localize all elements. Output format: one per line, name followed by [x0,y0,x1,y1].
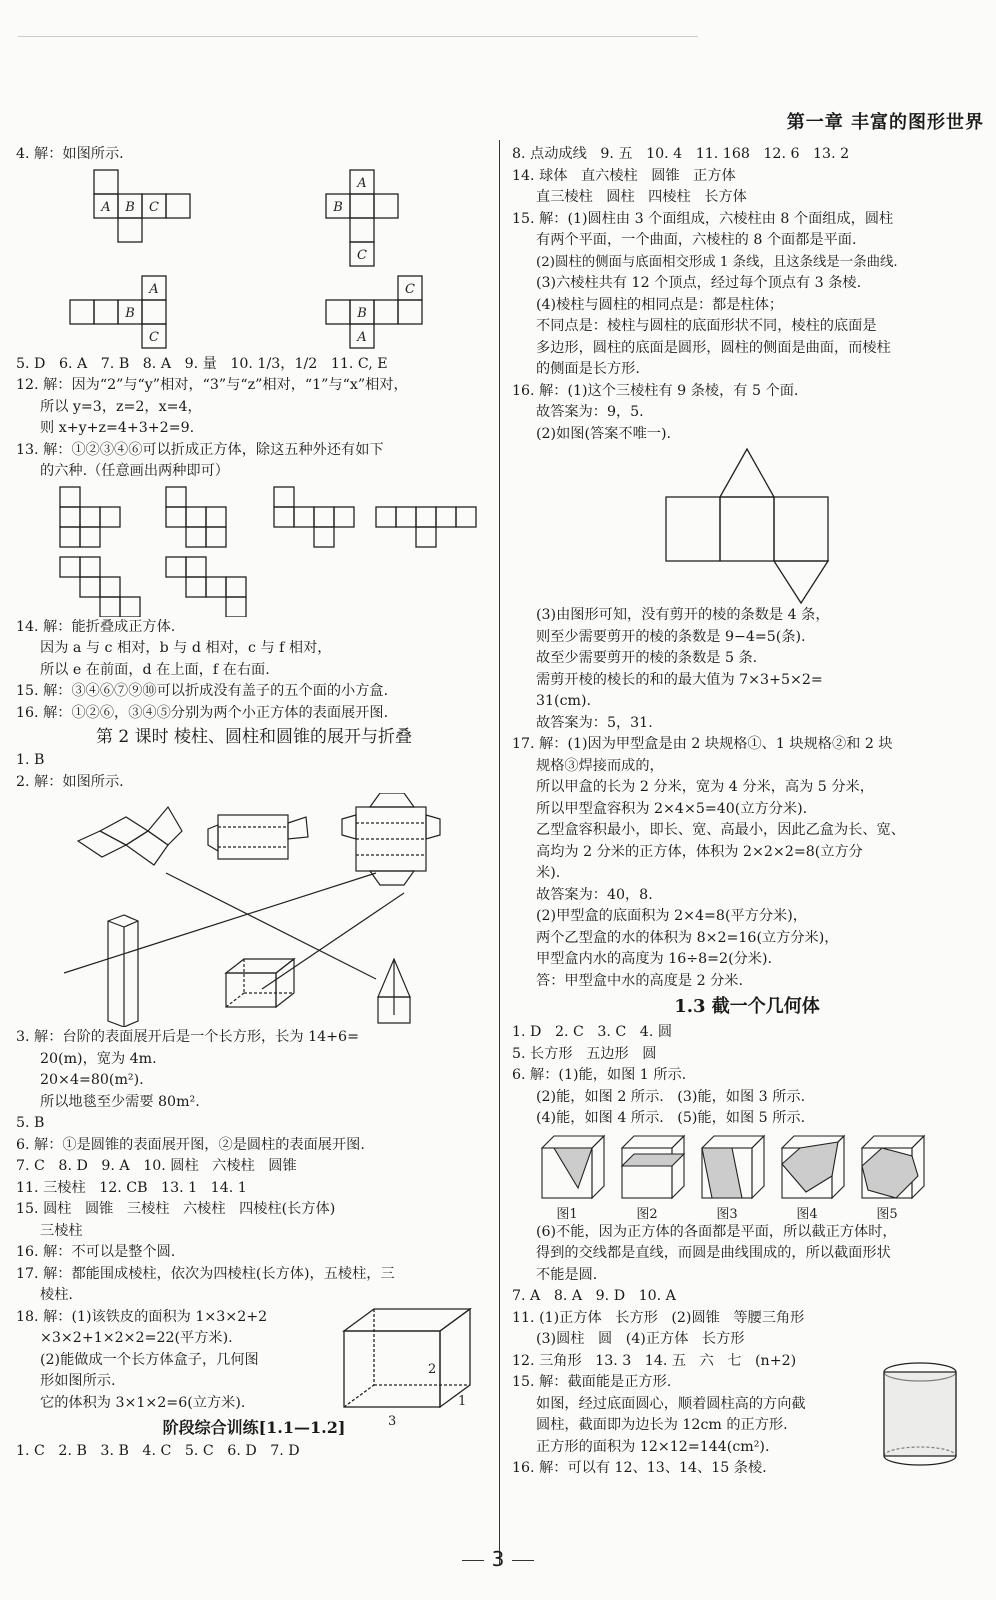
left-column [16,144,492,1462]
answer-line: 13. 解：①②③④⑥可以折成正方体，除这五种外还有如下 [16,441,384,458]
answer-line: 4. 解：如图所示. [16,146,124,162]
answer-line: 棱柱. [40,1287,73,1303]
answer-line: 5. D 6. A 7. B 8. A 9. 量 10. 1/3，1/2 11. C, E [16,355,388,372]
answer-line: 答：甲型盒中水的高度是 2 分米. [536,972,743,989]
answer-line: 2. 解：如图所示. [16,773,124,790]
page-number-text: 3 [491,1547,505,1571]
answer-line: 17. 解：(1)因为甲型盒是由 2 块规格①、1 块规格②和 2 块 [512,736,893,752]
label-c: C [149,329,159,345]
net-solid-matching-figure [16,793,492,1027]
answer-line: 5. B [16,1115,45,1131]
answer-line: 14. 解：能折叠成正方体. [16,618,176,635]
edge-label: 1 [458,1393,467,1409]
answer-line: 16. 解：可以有 12、13、14、15 条棱. [512,1460,767,1476]
answer-line: 20(m)，宽为 4m. [40,1050,157,1067]
prism-net-figure [512,445,982,605]
answer-line: 不同点是：棱柱与圆柱的底面形状不同，棱柱的底面是 [536,318,877,334]
label-c: C [149,199,159,215]
answer-line: 多边形，圆柱的底面是圆形，圆柱的侧面是曲面，而棱柱 [536,339,891,356]
answer-line: 15. 解：截面能是正方形. [512,1374,672,1390]
answer-line: 8. 点动成线 9. 五 10. 4 11. 168 12. 6 13. 2 [512,146,850,162]
answer-line: 因为 a 与 c 相对，b 与 d 相对，c 与 f 相对， [40,640,332,656]
q15-block [512,1372,982,1458]
section-title: 阶段综合训练[1.1—1.2] [162,1417,346,1437]
answer-line: 6. 解：①是圆锥的表面展开图，②是圆柱的表面展开图. [16,1136,365,1153]
answer-line: 的六种.（任意画出两种即可） [40,463,229,479]
label-a: A [357,329,367,345]
answer-line: 20×4=80(m²). [40,1072,144,1088]
page-number [0,1547,996,1571]
answer-line: 31(cm). [536,693,592,709]
answer-line: 所以 y=3，z=2，x=4， [40,398,202,415]
answer-line: (6)不能，因为正方体的各面都是平面，所以截正方体时， [536,1223,897,1240]
answer-line: 米). [536,865,561,881]
answer-line: 如图，经过底面圆心，顺着圆柱高的方向截 [536,1395,806,1412]
answer-line: 12. 三角形 13. 3 14. 五 六 七 (n+2) [512,1352,797,1369]
edge-label: 2 [428,1361,437,1377]
answer-line: 3. 解：台阶的表面展开后是一个长方形，长为 14+6= [16,1029,359,1045]
cube-sections-figure [512,1130,982,1222]
label-c: C [405,281,415,297]
answer-line: 15. 解：③④⑥⑦⑨⑩可以折成没有盖子的五个面的小方盒. [16,683,389,699]
column-divider [499,140,500,1565]
answer-line: 它的体积为 3×1×2=6(立方米). [40,1394,246,1411]
answer-line: (3)六棱柱共有 12 个顶点，经过每个顶点有 3 条棱. [536,275,862,291]
answer-line: (3)由图形可知，没有剪开的棱的条数是 4 条， [536,607,830,623]
answer-line: 1. D 2. C 3. C 4. 圆 [512,1024,673,1040]
answer-line: 14. 球体 直六棱柱 圆锥 正方体 [512,167,736,184]
answer-line: 故答案为：40，8. [536,886,653,903]
cube-nets-figure [16,166,492,354]
answer-line: 甲型盒内水的高度为 16÷8=2(分米). [536,951,773,967]
six-nets-figure [16,483,492,617]
answer-line: 正方形的面积为 12×12=144(cm²). [536,1438,770,1455]
edge-label: 3 [388,1413,397,1429]
answer-line: (4)能，如图 4 所示. (5)能，如图 5 所示. [536,1110,806,1126]
label-b: B [357,305,367,321]
answer-line: (2)能做成一个长方体盒子，几何图 [40,1351,259,1368]
answer-line: 16. 解：不可以是整个圆. [16,1244,176,1260]
answer-line: 高均为 2 分米的正方体，体积为 2×2×2=8(立方分 [536,843,863,860]
answer-line: ×3×2+1×2×2=22(平方米). [40,1330,233,1346]
answer-line: 12. 解：因为“2”与“y”相对，“3”与“z”相对，“1”与“x”相对， [16,377,408,393]
figure-caption: 图3 [716,1206,738,1222]
chapter-header: 第一章 丰富的图形世界 [786,112,984,133]
answer-line: 不能是圆. [536,1266,598,1283]
answer-line: 需剪开棱的棱长的和的最大值为 7×3+5×2= [536,671,823,688]
answer-line: (2)如图(答案不唯一). [536,425,671,442]
answer-line: 规格③焊接而成的， [536,757,664,774]
answer-line: 所以甲型盒容积为 2×4×5=40(立方分米). [536,800,808,817]
answer-line: 得到的交线都是直线，而圆是曲线围成的，所以截面形状 [536,1245,891,1261]
section-title: 1.3 截一个几何体 [674,996,820,1017]
label-a: A [101,199,111,215]
answer-line: 17. 解：都能围成棱柱，依次为四棱柱(长方体)，五棱柱，三 [16,1265,395,1282]
answer-line: 两个乙型盒的水的体积为 8×2=16(立方分米)， [536,929,839,946]
answer-line: 15. 解：(1)圆柱由 3 个面组成，六棱柱由 8 个面组成，圆柱 [512,210,894,227]
answer-line: 的侧面是长方形. [536,361,640,377]
answer-line: 1. C 2. B 3. B 4. C 5. C 6. D 7. D [16,1442,300,1459]
answer-line: 7. C 8. D 9. A 10. 圆柱 六棱柱 圆锥 [16,1158,297,1174]
figure-caption: 图4 [796,1206,818,1222]
cylinder-figure [872,1360,972,1470]
section-title: 第 2 课时 棱柱、圆柱和圆锥的展开与折叠 [95,727,413,747]
right-column [512,144,982,1480]
answer-line: 则 x+y+z=4+3+2=9. [40,420,195,436]
answer-line: 圆柱，截面即为边长为 12cm 的正方形. [536,1417,788,1433]
label-b: B [333,199,343,215]
answer-line: (4)棱柱与圆柱的相同点是：都是柱体； [536,296,784,313]
label-b: B [125,199,135,215]
figure-caption: 图1 [556,1206,578,1222]
answer-line: 15. 圆柱 圆锥 三棱柱 六棱柱 四棱柱(长方体) [16,1201,336,1217]
answer-line: 形如图所示. [40,1373,116,1389]
answer-line: (2)能，如图 2 所示. (3)能，如图 3 所示. [536,1088,806,1105]
answer-line: 所以甲盒的长为 2 分米，宽为 4 分米，高为 5 分米， [536,779,874,795]
answer-line: 所以地毯至少需要 80m². [40,1093,200,1110]
answer-line: 18. 解：(1)该铁皮的面积为 1×3×2+2 [16,1308,268,1325]
answer-line: 直三棱柱 圆柱 四棱柱 长方体 [536,189,747,205]
answer-line: (2)圆柱的侧面与底面相交形成 1 条线，且这条线是一条曲线. [536,254,898,270]
answer-line: 乙型盒容积最小，即长、宽、高最小，因此乙盒为长、宽、 [536,822,905,838]
answer-line: 三棱柱 [40,1222,83,1239]
label-c: C [357,247,367,263]
label-a: A [149,281,159,297]
answer-line: 则至少需要剪开的棱的条数是 9−4=5(条). [536,628,806,645]
figure-caption: 图5 [876,1206,898,1222]
label-a: A [357,175,367,191]
answer-line: 11. (1)正方体 长方形 (2)圆锥 等腰三角形 [512,1309,805,1326]
answer-line: 6. 解：(1)能，如图 1 所示. [512,1067,687,1083]
answer-line: 5. 长方形 五边形 圆 [512,1045,657,1062]
answer-line: 16. 解：(1)这个三棱柱有 9 条棱，有 5 个面. [512,382,799,399]
top-rule [18,36,698,37]
label-b: B [125,305,135,321]
answer-line: 所以 e 在前面，d 在上面，f 在右面. [40,661,270,678]
answer-line: 1. B [16,752,45,768]
answer-line: 故答案为：9，5. [536,404,644,420]
answer-line: 故答案为：5，31. [536,714,653,731]
answer-line: 7. A 8. A 9. D 10. A [512,1288,676,1304]
answer-line: (2)甲型盒的底面积为 2×4=8(平方分米)， [536,908,807,924]
figure-caption: 图2 [636,1206,658,1222]
answer-line: (3)圆柱 圆 (4)正方体 长方形 [536,1331,745,1347]
answer-line: 16. 解：①②⑥，③④⑤分别为两个小正方体的表面展开图. [16,704,389,721]
answer-line: 11. 三棱柱 12. CB 13. 1 14. 1 [16,1179,247,1196]
answer-line: 故至少需要剪开的棱的条数是 5 条. [536,650,758,666]
answer-line: 有两个平面，一个曲面，六棱柱的 8 个面都是平面. [536,232,857,248]
cuboid-figure [334,1301,484,1431]
